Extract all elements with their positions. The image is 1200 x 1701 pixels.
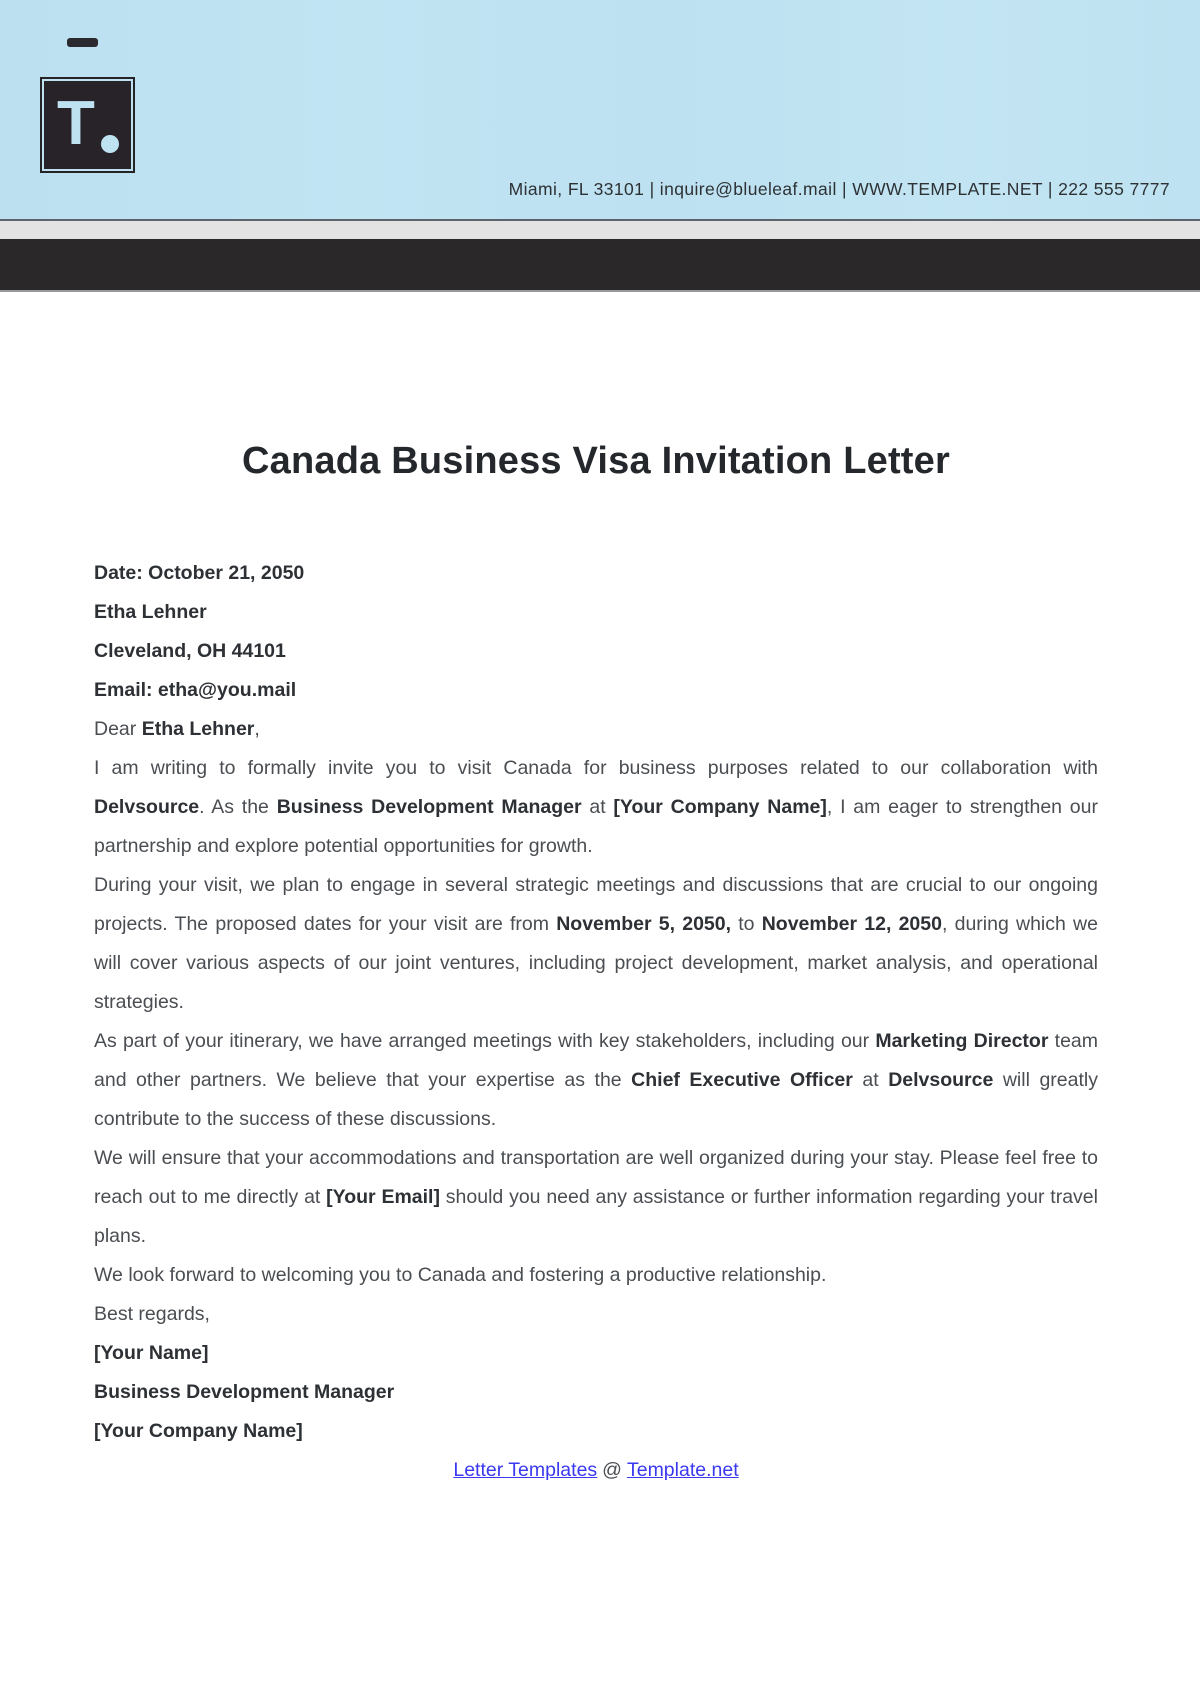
footer-attribution: [94, 1451, 1098, 1490]
page-title: Canada Business Visa Invitation Letter: [241, 440, 950, 482]
recipient-email: Email: etha@you.mail: [94, 679, 297, 701]
signature-name: [Your Name]: [94, 1342, 209, 1364]
address-block: [94, 554, 1098, 710]
signature-role: Business Development Manager: [94, 1381, 395, 1403]
recipient-name: Etha Lehner: [94, 601, 207, 623]
paragraph-visit-dates: During your visit, we plan to engage in several strategic meetings and discussions that are crucial to our ongoing projects. The proposed dates for your visit are from November 5, 2050, to November 12, 2050, during which we will cover various aspects of our joint ventures, including project development, market analysis, and operational strategies.: [94, 874, 1098, 1013]
recipient-address: Cleveland, OH 44101: [94, 640, 286, 662]
letter-templates-link[interactable]: Letter Templates: [453, 1459, 598, 1481]
closing-line: Best regards,: [94, 1303, 210, 1325]
template-net-link[interactable]: Template.net: [626, 1459, 739, 1481]
signature-company: [Your Company Name]: [94, 1420, 303, 1442]
contact-info-line: Miami, FL 33101 | inquire@blueleaf.mail | WWW.TEMPLATE.NET | 222 555 7777: [508, 179, 1170, 199]
date-line: Date: October 21, 2050: [94, 562, 305, 584]
at-separator: @: [602, 1459, 622, 1481]
paragraph-accommodations: We will ensure that your accommodations and transportation are well organized during your stay. Please feel free to reach out to me directly at [Your Email] should you need any assistance or further information regarding your travel plans.: [94, 1147, 1098, 1247]
letter-document: [94, 0, 1098, 1490]
salutation: Dear Etha Lehner,: [94, 718, 260, 740]
paragraph-invitation: I am writing to formally invite you to visit Canada for business purposes related to our collaboration with Delvsource. As the Business Development Manager at [Your Company Name], I am eager to strengthen our partnership and explore potential opportunities for growth.: [94, 757, 1098, 857]
paragraph-lookforward: We look forward to welcoming you to Canada and fostering a productive relationship.: [94, 1264, 827, 1286]
paragraph-itinerary: As part of your itinerary, we have arranged meetings with key stakeholders, including our Marketing Director team and other partners. We believe that your expertise as the Chief Executive Officer at Delvsource will greatly contribute to the success of these discussions.: [94, 1030, 1098, 1130]
logo-letter: T: [57, 89, 95, 158]
